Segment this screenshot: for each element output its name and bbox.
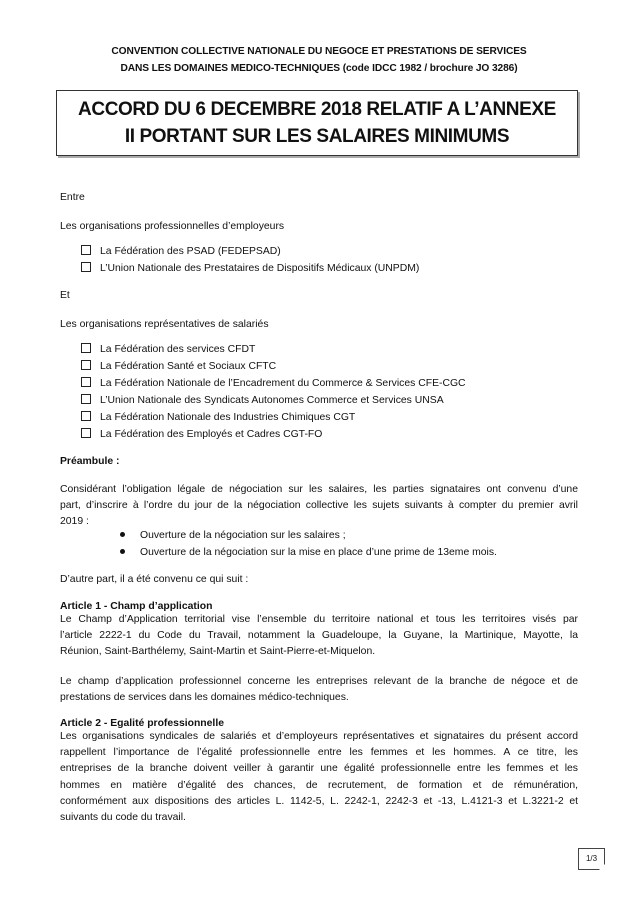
checklist-item <box>81 394 444 408</box>
checkbox-icon <box>81 428 91 438</box>
bullet-item <box>120 546 497 560</box>
employees-intro: Les organisations représentatives de salariés <box>60 319 269 330</box>
employer-label: La Fédération des PSAD (FEDEPSAD) <box>100 246 281 257</box>
employee-label: La Fédération des services CFDT <box>100 344 256 355</box>
checkbox-icon <box>81 411 91 421</box>
et-text: Et <box>60 290 70 301</box>
checklist-item <box>81 411 355 425</box>
checkbox-icon <box>81 360 91 370</box>
article-1-heading: Article 1 - Champ d’application <box>60 601 213 612</box>
article-1-paragraph-1 <box>60 612 578 661</box>
employee-label: La Fédération des Employés et Cadres CGT-FO <box>100 429 323 440</box>
bullet-item <box>120 529 346 543</box>
header-line-2: DANS LES DOMAINES MEDICO-TECHNIQUES (code IDCC 1982 / brochure JO 3286) <box>120 63 518 74</box>
article-2-line: rappellent l’importance de l’égalité professionnelle entre les femmes et les hommes. A ce titre, les <box>60 747 578 759</box>
bullet-icon <box>120 549 125 554</box>
checkbox-icon <box>81 377 91 387</box>
page-number: 1/3 <box>578 848 605 870</box>
article-1-line: Le Champ d’Application territorial vise l’ensemble du territoire national et tous les territoires visés par <box>60 614 578 625</box>
preamble-paragraph <box>60 482 578 531</box>
article-2-line: conformément aux dispositions des articles L. 1142-5, L. 2242-1, 2242-3 et -13, L.4121-3 et L.3221-2 et <box>60 795 578 807</box>
other-part-text: D’autre part, il a été convenu ce qui suit : <box>60 574 249 585</box>
article-2-paragraph <box>60 729 578 826</box>
checklist-item <box>81 377 466 391</box>
checklist-item <box>81 428 322 442</box>
article-2-line: hommes en matière d’égalité des chances, de recrutement, de formation et de rémunération, <box>60 779 578 791</box>
article-1-line: l’article 2222-1 du Code du Travail, notamment la Guadeloupe, la Guyane, la Martinique, Mayotte, la <box>60 630 578 642</box>
bullet-label: Ouverture de la négociation sur la mise en place d’une prime de 13eme mois. <box>140 547 497 558</box>
article-2-line: entreprises de la branche doivent veiller à garantir une égalité professionnelle entre les femmes et les <box>60 763 578 775</box>
checklist-item <box>81 262 419 276</box>
checkbox-icon <box>81 262 91 272</box>
article-1-line: prestations de services dans les domaines médico-techniques. <box>60 692 349 704</box>
checklist-item <box>81 343 255 357</box>
article-1-paragraph-2 <box>60 674 578 706</box>
checkbox-icon <box>81 343 91 353</box>
preamble-line: part, d’inscrire à l’ordre du jour de la négociation collective les sujets suivants à compter du premier avril <box>60 500 578 512</box>
employee-label: La Fédération Santé et Sociaux CFTC <box>100 361 277 372</box>
article-2-heading: Article 2 - Egalité professionnelle <box>60 718 224 729</box>
article-1-line: Réunion, Saint-Barthélemy, Saint-Martin et Saint-Pierre-et-Miquelon. <box>60 646 376 658</box>
checklist-item <box>81 245 281 259</box>
preamble-line: 2019 : <box>60 516 89 528</box>
entre-text: Entre <box>60 192 85 203</box>
article-2-line: suivants du code du travail. <box>60 812 186 824</box>
title-line-1: ACCORD DU 6 DECEMBRE 2018 RELATIF A L’ANNEXE <box>78 99 556 120</box>
preamble-heading: Préambule : <box>60 456 120 467</box>
header-line-1: CONVENTION COLLECTIVE NATIONALE DU NEGOCE ET PRESTATIONS DE SERVICES <box>111 46 527 57</box>
article-1-line: Le champ d’application professionnel concerne les entreprises relevant de la branche de négoce et de <box>60 676 578 687</box>
employers-intro: Les organisations professionnelles d’employeurs <box>60 221 285 232</box>
checklist-item <box>81 360 276 374</box>
employer-label: L’Union Nationale des Prestataires de Dispositifs Médicaux (UNPDM) <box>100 263 420 274</box>
employee-label: La Fédération Nationale de l’Encadrement du Commerce & Services CFE-CGC <box>100 378 466 389</box>
employee-label: La Fédération Nationale des Industries Chimiques CGT <box>100 412 356 423</box>
title-line-2: II PORTANT SUR LES SALAIRES MINIMUMS <box>124 126 510 147</box>
title-box <box>56 90 578 156</box>
checkbox-icon <box>81 245 91 255</box>
article-2-line: Les organisations syndicales de salariés et d’employeurs représentatives et signataires du présent accord <box>60 731 578 742</box>
bullet-icon <box>120 532 125 537</box>
preamble-line: Considérant l’obligation légale de négociation sur les salaires, les parties signataires ont convenu d’une <box>60 484 578 495</box>
bullet-label: Ouverture de la négociation sur les salaires ; <box>140 530 346 541</box>
employee-label: L’Union Nationale des Syndicats Autonomes Commerce et Services UNSA <box>100 395 444 406</box>
checkbox-icon <box>81 394 91 404</box>
